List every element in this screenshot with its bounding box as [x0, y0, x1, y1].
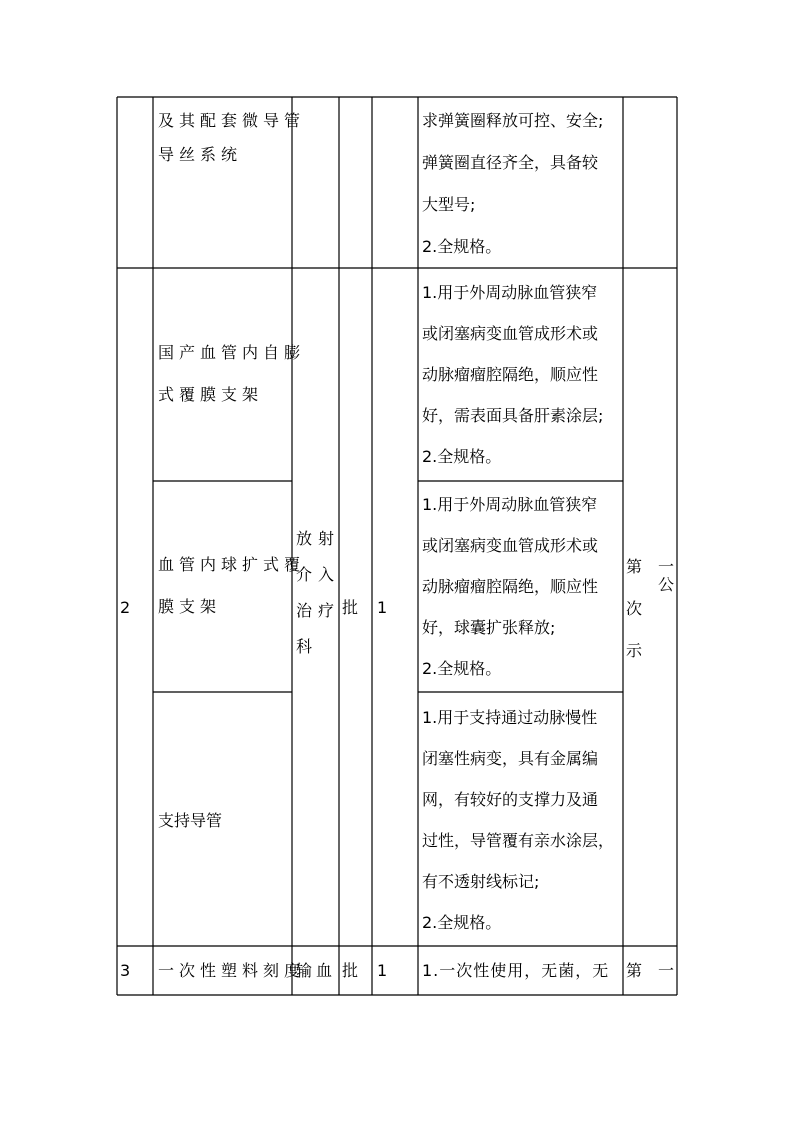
row3-unit: 批 — [342, 961, 359, 980]
department-line: 介入 — [296, 565, 341, 584]
req-line: 1.用于外周动脉血管狭窄 — [422, 495, 598, 514]
cont-req-line: 弹簧圈直径齐全，具备较 — [422, 153, 599, 172]
req-line: 或闭塞病变血管成形术或 — [422, 536, 599, 555]
req-line: 2.全规格。 — [422, 913, 502, 932]
row3-requirements: 1.一次性使用，无菌，无 — [422, 961, 610, 980]
row3-product: 一次性塑料刻度 — [158, 961, 306, 980]
req-line: 2.全规格。 — [422, 447, 502, 466]
req-line: 有不透射线标记; — [422, 872, 540, 891]
row2-index: 2 — [120, 598, 131, 617]
row2-quantity: 1 — [377, 598, 388, 617]
req-line: 好，需表面具备肝素涂层; — [422, 406, 604, 425]
cont-product-line: 及其配套微导管 — [158, 111, 306, 130]
row2-item1-product — [158, 336, 305, 412]
row3-index: 3 — [120, 961, 131, 980]
req-line: 网，有较好的支撑力及通 — [422, 790, 599, 809]
batch-char: 一 — [658, 557, 675, 576]
product-line: 膜支架 — [158, 597, 222, 616]
row3-department: 输血 — [296, 961, 337, 980]
req-line: 动脉瘤瘤腔隔绝，顺应性 — [422, 365, 599, 384]
row2-item1-requirements — [422, 276, 603, 474]
row3-batch-2: 一 — [658, 961, 675, 980]
req-line: 过性，导管覆有亲水涂层， — [422, 831, 615, 850]
req-line: 1.用于支持通过动脉慢性 — [422, 708, 598, 727]
product-line: 国产血管内自膨 — [158, 343, 306, 362]
row2-item2-requirements — [422, 488, 598, 686]
req-line: 好，球囊扩张释放; — [422, 618, 556, 637]
product-line: 血管内球扩式覆 — [158, 555, 306, 574]
req-line: 或闭塞病变血管成形术或 — [422, 324, 599, 343]
cont-requirements — [422, 104, 603, 264]
req-line: 2.全规格。 — [422, 659, 502, 678]
req-line: 1.用于外周动脉血管狭窄 — [422, 283, 598, 302]
row2-item3-product — [158, 804, 222, 838]
batch-char: 次 — [626, 599, 643, 618]
row2-item3-requirements — [422, 701, 614, 940]
row2-unit: 批 — [342, 598, 359, 617]
req-line: 闭塞性病变，具有金属编 — [422, 749, 599, 768]
department-line: 治疗 — [296, 601, 341, 620]
row2-item2-product — [158, 548, 305, 624]
product-line: 式覆膜支架 — [158, 385, 264, 404]
cont-product-name — [158, 104, 305, 172]
cont-req-line: 2.全规格。 — [422, 237, 502, 256]
department-line: 科 — [296, 637, 319, 656]
cont-product-line: 导丝系统 — [158, 145, 243, 164]
cont-req-line: 大型号; — [422, 195, 476, 214]
batch-char: 第 — [626, 557, 643, 576]
row3-quantity: 1 — [377, 961, 388, 980]
batch-char: 公 — [658, 575, 675, 594]
product-line: 支持导管 — [158, 811, 223, 830]
cont-req-line: 求弹簧圈释放可控、安全; — [422, 111, 604, 130]
batch-char: 示 — [626, 641, 643, 660]
row2-department — [296, 522, 341, 664]
row3-batch-1: 第 — [626, 961, 643, 980]
req-line: 动脉瘤瘤腔隔绝，顺应性 — [422, 577, 599, 596]
department-line: 放射 — [296, 529, 341, 548]
